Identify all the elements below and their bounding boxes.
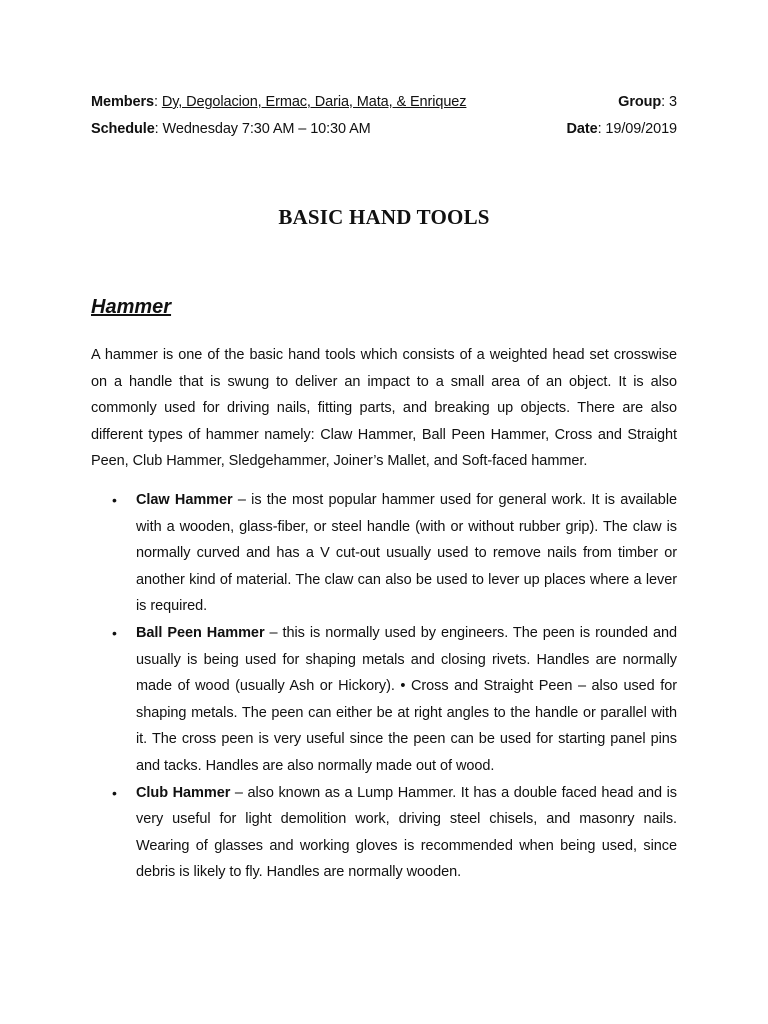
schedule-value: Wednesday 7:30 AM – 10:30 AM bbox=[162, 121, 371, 137]
bullet-icon: • bbox=[112, 784, 117, 801]
date-label: Date bbox=[566, 121, 598, 137]
list-item bbox=[91, 487, 677, 620]
group-label: Group bbox=[618, 94, 662, 110]
section-heading: Hammer bbox=[91, 296, 172, 318]
members-info: Members: Dy, Degolacion, Ermac, Daria, Mata, & Enriquez bbox=[91, 94, 467, 110]
list-item-text: – this is normally used by engineers. The peen is rounded and usually is being used for shaping metals and closing rivets. Handles are normally made of wood (usually Ash or Hickory). • Cross and Straight Peen – also used for shaping metals. The peen can either be at right angles to the handle or parallel with it. The cross peen is very useful since the peen can be used for starting panel pins and tacks. Handles are also normally made out of wood. bbox=[136, 624, 677, 774]
members-label: Members bbox=[91, 94, 154, 110]
schedule-info: Schedule: Wednesday 7:30 AM – 10:30 AM bbox=[91, 121, 371, 137]
schedule-label: Schedule bbox=[91, 121, 155, 137]
list-item-text: – also known as a Lump Hammer. It has a double faced head and is very useful for light demolition work, driving steel chisels, and masonry nails. Wearing of glasses and working gloves is recommended when being used, since debris is likely to fly. Handles are normally wooden. bbox=[136, 784, 677, 881]
members-row bbox=[91, 93, 677, 111]
group-info: Group: 3 bbox=[618, 94, 677, 110]
list-item-term: Ball Peen Hammer bbox=[136, 624, 265, 641]
list-item-term: Claw Hammer bbox=[136, 492, 233, 508]
hammer-types-list bbox=[91, 487, 677, 886]
intro-paragraph: A hammer is one of the basic hand tools which consists of a weighted head set crosswise on a handle that is swung to deliver an impact to a small area of an object. It is also commonly used for driving nails, fitting parts, and breaking up objects. There are also different types of hammer namely: Claw Hammer, Ball Peen Hammer, Cross and Straight Peen, Club Hammer, Sledgehammer, Joiner’s Mallet, and Soft-faced hammer. bbox=[91, 347, 677, 470]
list-item-term: Club Hammer bbox=[136, 784, 231, 801]
document-title: BASIC HAND TOOLS bbox=[278, 205, 490, 229]
schedule-row bbox=[91, 120, 677, 138]
list-item bbox=[91, 620, 677, 780]
date-info: Date: 19/09/2019 bbox=[566, 121, 677, 137]
list-item-text: – is the most popular hammer used for general work. It is available with a wooden, glass-fiber, or steel handle (with or without rubber grip). The claw is normally curved and has a V cut-out usually used to remove nails from timber or another kind of material. The claw can also be used to lever up places where a lever is required. bbox=[136, 492, 678, 615]
list-item bbox=[91, 780, 677, 886]
bullet-icon: • bbox=[112, 492, 117, 508]
bullet-icon: • bbox=[112, 624, 117, 641]
members-value: Dy, Degolacion, Ermac, Daria, Mata, & Enriquez bbox=[161, 94, 467, 110]
group-value: 3 bbox=[669, 94, 677, 110]
date-value: 19/09/2019 bbox=[605, 121, 677, 137]
